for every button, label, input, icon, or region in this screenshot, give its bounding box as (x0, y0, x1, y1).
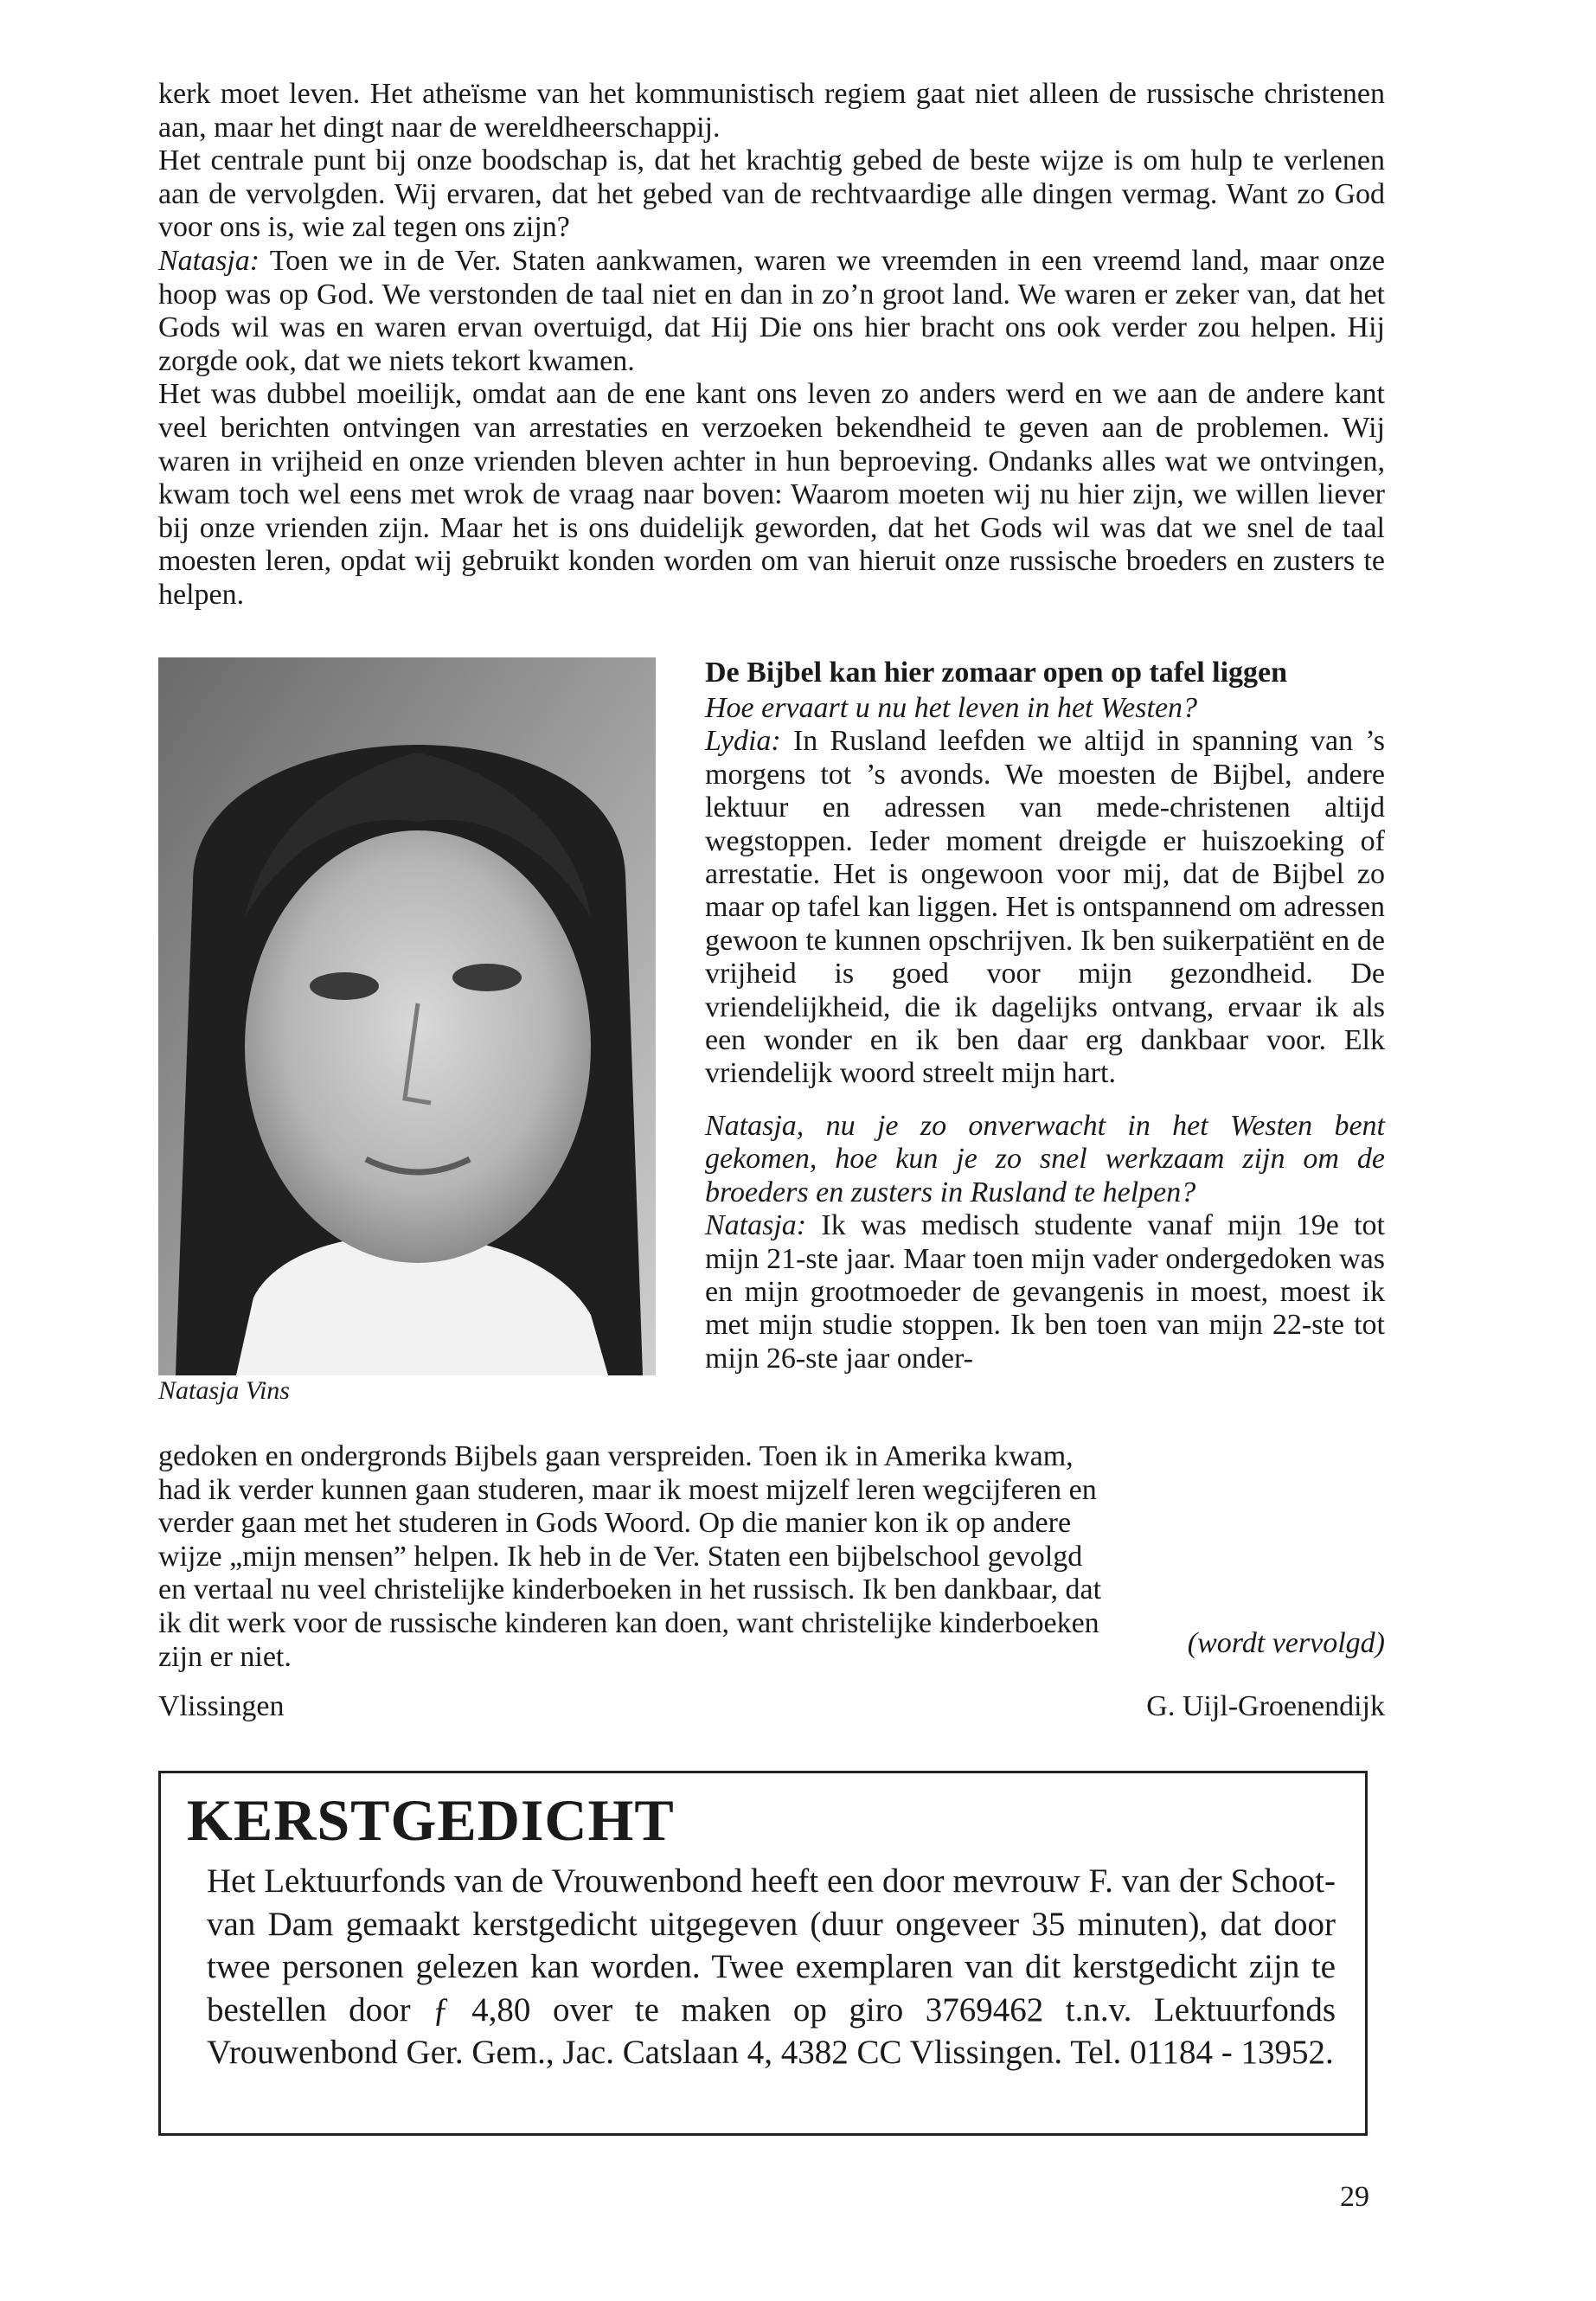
signature-author: G. Uijl-Groenendijk (1146, 1690, 1385, 1722)
announcement-box (158, 1771, 1368, 2136)
answer (705, 725, 1385, 1090)
paragraph: kerk moet leven. Het atheïsme van het kommunistisch regiem gaat niet alleen de russische christenen aan, maar het dingt naar de wereldheerschappij. (158, 78, 1385, 144)
speaker-text: Toen we in de Ver. Staten aankwamen, waren we vreemden in een vreemd land, maar onze hoop was op God. We verstonden de taal niet en dan in zo’n groot land. We waren er zeker van, dat het Gods wil was en waren ervan overtuigd, dat Hij Die ons hier bracht ons ook verder zou helpen. Hij zorgde ook, dat we niets tekort kwamen. (158, 244, 1385, 377)
paragraph: Het was dubbel moeilijk, omdat aan de ene kant ons leven zo anders werd en we aan de andere kant veel berichten ontvingen van arrestaties en verzoeken bekendheid te geven aan de problemen. Wij waren in vrijheid en onze vrienden bleven achter in hun beproeving. Ondanks alles wat we ontvingen, kwam toch wel eens met wrok de vraag naar boven: Waarom moeten wij nu hier zijn, we willen liever bij onze vrienden zijn. Maar het is ons duidelijk geworden, dat het Gods wil was dat we snel de taal moesten leren, opdat wij gebruikt konden worden om van hieruit onze russische broeders en zusters te helpen. (158, 378, 1385, 611)
to-be-continued: (wordt vervolgd) (1187, 1627, 1385, 1659)
interview-section (705, 656, 1385, 1375)
speaker-label: Natasja: (705, 1209, 807, 1242)
box-text: Het Lektuurfonds van de Vrouwenbond heeft een door mevrouw F. van der Schoot-van Dam gemaakt kerstgedicht uitgegeven (duur ongeveer 35 minuten), dat door twee personen gelezen kan worden. Twee exemplaren van dit kerstgedicht zijn te bestellen door ƒ 4,80 over te maken op giro 3769462 t.n.v. Lektuurfonds Vrouwenbond Ger. Gem., Jac. Catslaan 4, 4382 CC Vlissingen. Tel. 01184 - 13952. (207, 1862, 1336, 2071)
answer-text: Ik was medisch studente vanaf mijn 19e tot mijn 21-ste jaar. Maar toen mijn vader ondergedoken was en mijn grootmoeder de gevangenis in moest, moest ik met mijn studie stoppen. Ik ben toen van mijn 22-ste tot mijn 26-ste jaar onder- (705, 1209, 1385, 1375)
section-heading: De Bijbel kan hier zomaar open op tafel liggen (705, 657, 1288, 689)
box-title: KERSTGEDICHT (187, 1787, 675, 1853)
signature-place: Vlissingen (158, 1690, 285, 1722)
photo-caption: Natasja Vins (158, 1376, 290, 1405)
page-number: 29 (1340, 2181, 1369, 2213)
paragraph: Het centrale punt bij onze boodschap is, dat het krachtig gebed de beste wijze is om hulp te verlenen aan de vervolgden. Wij ervaren, dat het gebed van de rechtvaardige alle dingen vermag. Want zo God voor ons is, wie zal tegen ons zijn? (158, 144, 1385, 244)
portrait-illustration (158, 657, 656, 1375)
intro-text (158, 78, 1385, 612)
portrait-photo (158, 657, 656, 1375)
paragraph (158, 245, 1385, 378)
question: Natasja, nu je zo onverwacht in het Westen bent gekomen, hoe kun je zo snel werkzaam zijn om de broeders en zusters in Rusland te helpen? (705, 1109, 1385, 1208)
answer-text: In Rusland leefden we altijd in spanning van ’s morgens tot ’s avonds. We moesten de Bijbel, andere lektuur en adressen van mede-christenen altijd wegstoppen. Ieder moment dreigde er huiszoeking of arrestatie. Het is ongewoon voor mij, dat de Bijbel zo maar op tafel kan liggen. Het is ontspannend om adressen gewoon te kunnen opschrijven. Ik ben suikerpatiënt en de vrijheid is goed voor mijn gezondheid. De vriendelijkheid, die ik dagelijks ontvang, ervaar ik als een wonder en ik ben daar erg dankbaar voor. Elk vriendelijk woord streelt mijn hart. (705, 725, 1385, 1090)
speaker-label: Lydia: (705, 725, 781, 758)
answer (705, 1209, 1385, 1375)
speaker-label: Natasja: (158, 244, 260, 277)
question: Hoe ervaart u nu het leven in het Westen? (705, 692, 1198, 724)
paragraph: gedoken en ondergronds Bijbels gaan verspreiden. Toen ik in Amerika kwam, had ik verder kunnen gaan studeren, maar ik moest mijzelf leren wegcijferen en verder gaan met het studeren in Gods Woord. Op die manier kon ik op andere wijze „mijn mensen” helpen. Ik heb in de Ver. Staten een bijbelschool gevolgd en vertaal nu veel christelijke kinderboeken in het russisch. Ik ben dankbaar, dat ik dit werk voor de russische kinderen kan doen, want christelijke kinderboeken zijn er niet. (158, 1440, 1102, 1673)
